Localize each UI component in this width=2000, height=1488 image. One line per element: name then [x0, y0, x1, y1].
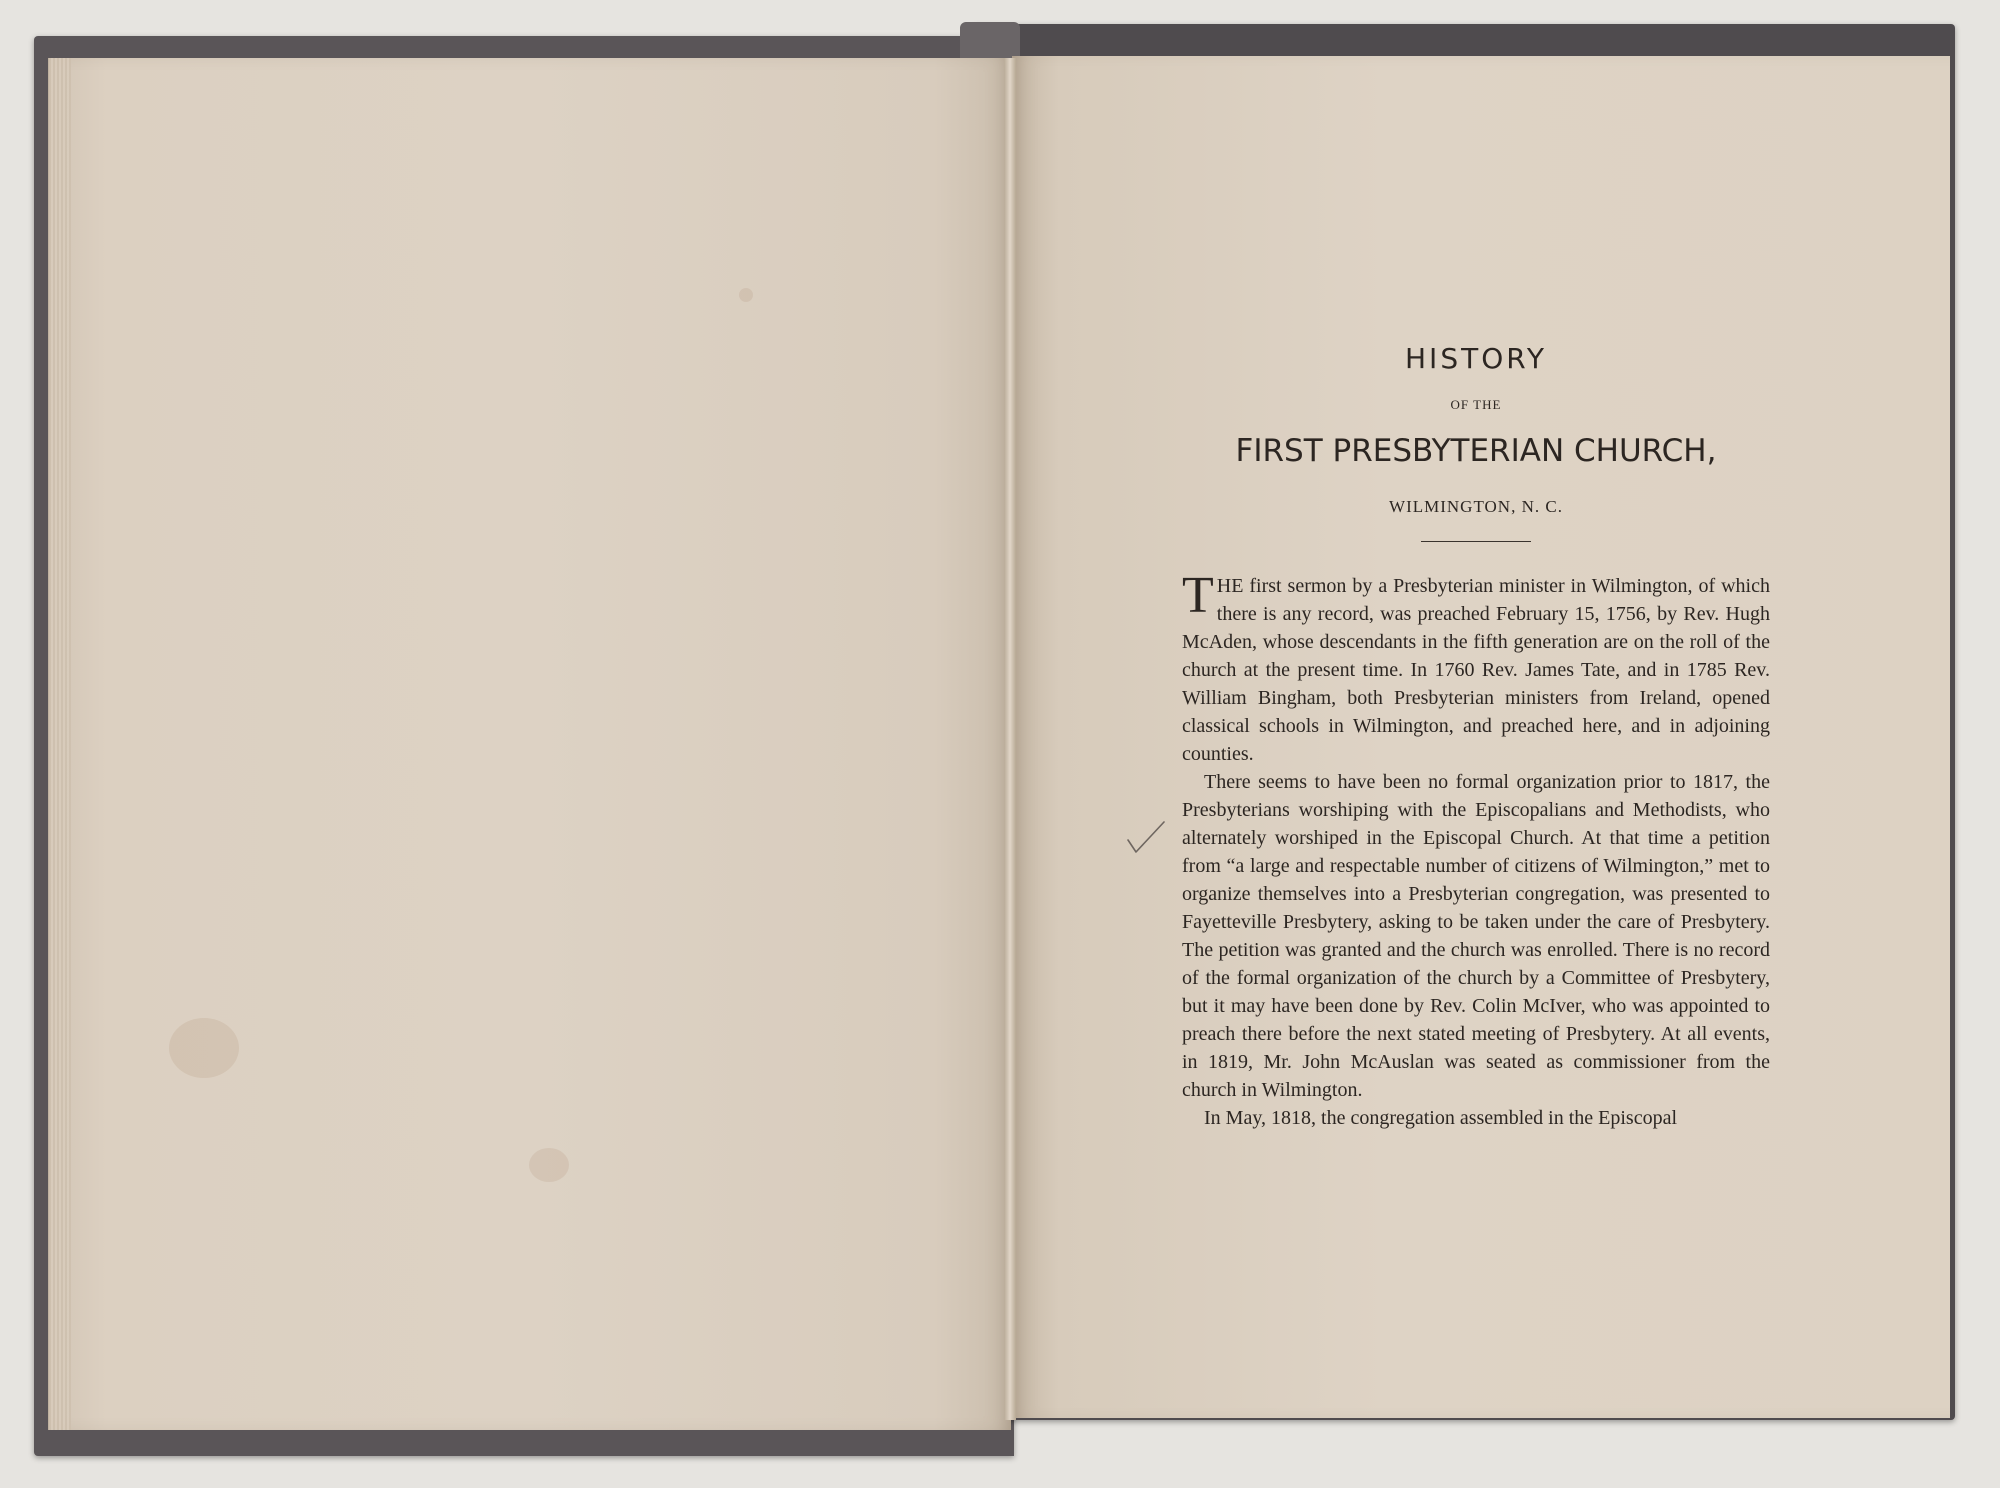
foxing-spot: [169, 1018, 239, 1078]
title-history: HISTORY: [1405, 342, 1547, 375]
paragraph-2: There seems to have been no formal organization prior to 1817, the Presbyterians worshiping with the Episcopalians and Methodists, who alternately worshiped in the Episcopal Church. At that time a petition from “a large and respectable number of citizens of Wilmington,” met to organize themselves into a Presbyterian congregation, was presented to Fayetteville Presbytery, asking to be taken under the care of Presbytery. The petition was granted and the church was enrolled. There is no record of the formal organization of the church by a Committee of Presbytery, but it may have been done by Rev. Colin McIver, who was appointed to preach there before the next stated meeting of Presbytery. At all events, in 1819, Mr. John McAuslan was seated as commissioner from the church in Wilmington.: [1182, 771, 1770, 1101]
page-gutter: [1004, 58, 1016, 1420]
paragraph-1: [1182, 567, 1770, 768]
title-city: WILMINGTON, N. C.: [1389, 497, 1563, 516]
page-text-block: [1182, 342, 1770, 1132]
foxing-spot: [529, 1148, 569, 1182]
title-church-name: FIRST PRESBYTERIAN CHURCH,: [1235, 433, 1717, 469]
foxing-spot: [739, 288, 753, 302]
title-of-the: OF THE: [1450, 397, 1502, 412]
drop-cap: T: [1182, 567, 1214, 624]
left-page-blank: [48, 58, 1011, 1430]
book-spine: [960, 22, 1020, 62]
title-divider: [1421, 541, 1531, 542]
paragraph-3: In May, 1818, the congregation assembled in the Episcopal: [1204, 1107, 1678, 1129]
pencil-checkmark-icon: [1124, 818, 1168, 858]
paragraph-1-text: HE first sermon by a Presbyterian minister in Wilmington, of which there is any record, was preached February 15, 1756, by Rev. Hugh McAden, whose descendants in the fifth generation are on the roll of the church at the present time. In 1760 Rev. James Tate, and in 1785 Rev. William Bingham, both Presbyterian ministers from Ireland, opened classical schools in Wilmington, and preached here, and in adjoining counties.: [1182, 575, 1770, 765]
